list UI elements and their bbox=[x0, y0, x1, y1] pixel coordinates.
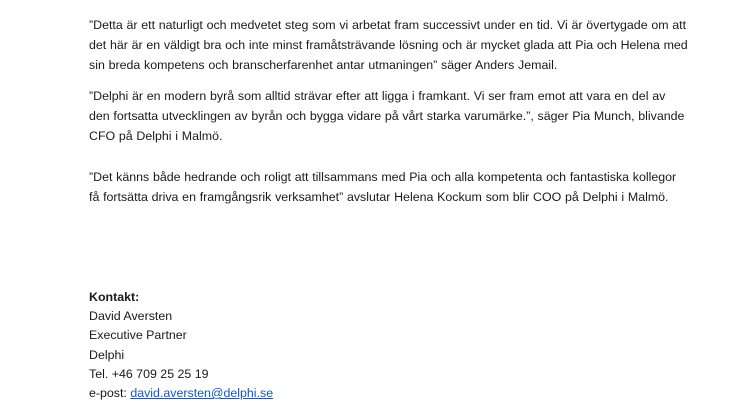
contact-email-label: e-post: bbox=[89, 386, 131, 401]
contact-title: Executive Partner bbox=[89, 328, 187, 343]
contact-email-line bbox=[89, 384, 273, 403]
contact-name: David Aversten bbox=[89, 309, 173, 324]
contact-block bbox=[89, 288, 273, 403]
contact-heading: Kontakt: bbox=[89, 290, 140, 304]
press-release-body bbox=[89, 15, 689, 207]
contact-company: Delphi bbox=[89, 347, 125, 362]
quote-paragraph-helena: ”Det känns både hedrande och roligt att tillsammans med Pia och alla kompetenta och fantastiska kollegor få fortsätta driva en framgångsrik verksamhet” avslutar Helena Kockum som blir COO på Delphi i Malmö. bbox=[89, 170, 677, 204]
quote-paragraph-anders: ”Detta är ett naturligt och medvetet steg som vi arbetat fram successivt under en tid. Vi är övertygade om att det här är en väldigt bra och inte minst framåtsträvande lösning och är mycket glada att Pia och Helena med sin breda kompetens och branscherfarenhet antar utmaningen” säger Anders Jemail. bbox=[89, 18, 688, 72]
quote-paragraph-pia: ”Delphi är en modern byrå som alltid strävar efter att ligga i framkant. Vi ser fram emot att vara en del av den fortsatta utvecklingen av byrån och bygga vidare på vårt starka varumärke.”, säger Pia Munch, blivande CFO på Delphi i Malmö. bbox=[89, 89, 685, 143]
contact-phone: Tel. +46 709 25 25 19 bbox=[89, 366, 209, 381]
contact-email-link[interactable]: david.aversten@delphi.se bbox=[130, 386, 274, 401]
